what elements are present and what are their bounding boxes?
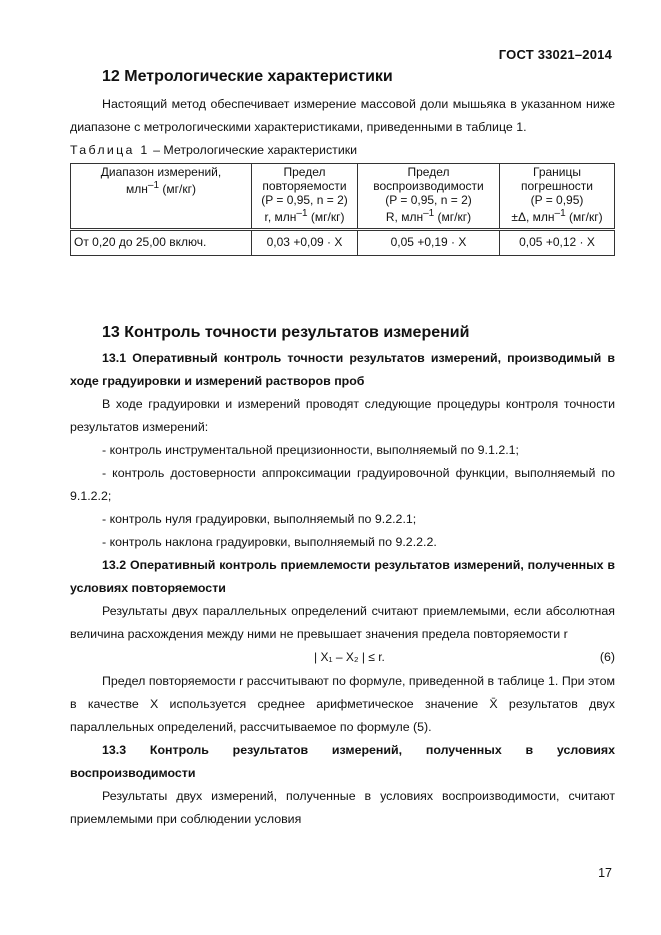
subsection-13-3-paragraph: Результаты двух измерений, полученные в условиях воспроизводимости, считают приемлемыми при соблюдении условия (70, 789, 615, 826)
section-12-paragraph: Настоящий метод обеспечивает измерение массовой доли мышьяка в указанном ниже диапазоне с метрологическими характеристиками, приведенными в таблице 1. (70, 97, 615, 134)
subsection-13-3-title: 13.3 Контроль результатов измерений, полученных в условиях воспроизводимости (70, 743, 615, 780)
header-repro-sup: –1 (423, 208, 435, 219)
subsection-13-2-paragraph: Результаты двух параллельных определений считают приемлемыми, если абсолютная величина расхождения между ними не превышает значения предела повторяемости r (70, 604, 615, 641)
section-12 (70, 66, 615, 256)
header-range-sup: –1 (147, 180, 160, 191)
header-err-line2: погрешности (520, 179, 594, 193)
header-range-unit: млн (126, 182, 148, 196)
cell-error-bounds: 0,05 +0,12 · X (500, 230, 615, 256)
header-repeatability (252, 164, 358, 230)
header-repro-line1: Предел (407, 165, 450, 179)
header-range-unit-b: (мг/кг) (159, 182, 196, 196)
metrology-table (70, 163, 615, 256)
table-caption-text: – Метрологические характеристики (149, 143, 358, 157)
subsection-13-2-title: 13.2 Оперативный контроль приемлемости результатов измерений, полученных в условиях повторяемости (70, 558, 615, 595)
table-row (71, 230, 615, 256)
header-err-sup: –1 (554, 208, 566, 219)
header-error-bounds (500, 164, 615, 230)
header-range (71, 164, 252, 230)
list-item: - контроль нуля градуировки, выполняемый по 9.2.2.1; (102, 512, 417, 526)
list-item: - контроль инструментальной прецизионности, выполняемый по 9.1.2.1; (102, 443, 519, 457)
formula-number: (6) (599, 650, 615, 664)
section-12-title: 12 Метрологические характеристики (102, 68, 393, 85)
header-rep-line4b: (мг/кг) (307, 210, 345, 224)
cell-range: От 0,20 до 25,00 включ. (71, 230, 252, 256)
list-item: - контроль достоверности аппроксимации градуировочной функции, выполняемый по 9.1.2.2; (70, 466, 615, 503)
page-number: 17 (598, 866, 612, 880)
header-err-line1: Границы (533, 165, 581, 179)
header-err-line3: (P = 0,95) (530, 193, 584, 207)
subsection-13-1-title: 13.1 Оперативный контроль точности результатов измерений, производимый в ходе градуировки и измерений растворов проб (70, 351, 615, 388)
standard-number: ГОСТ 33021–2014 (498, 47, 612, 62)
cell-repeatability: 0,03 +0,09 · X (252, 230, 358, 256)
header-repro-line4b: (мг/кг) (434, 210, 472, 224)
table-caption (70, 139, 615, 161)
header-repro-line3: (P = 0,95, n = 2) (385, 193, 472, 207)
formula-expression: | X₁ – X₂ | ≤ r. (314, 650, 385, 664)
list-item: - контроль наклона градуировки, выполняемый по 9.2.2.2. (102, 535, 437, 549)
header-repro-line4: R, млн (385, 210, 424, 224)
cell-reproducibility: 0,05 +0,19 · X (358, 230, 500, 256)
section-13 (70, 322, 615, 831)
header-rep-line4: r, млн (264, 210, 297, 224)
header-range-line1: Диапазон измерений, (100, 165, 222, 179)
table-caption-label: Таблица 1 (70, 143, 150, 157)
header-repro-line2: воспроизводимости (373, 179, 484, 193)
header-reproducibility (358, 164, 500, 230)
table-header-row (71, 164, 615, 230)
header-err-line4: ±Δ, млн (511, 210, 555, 224)
header-rep-sup: –1 (296, 208, 308, 219)
header-rep-line2: повторяемости (262, 179, 347, 193)
subsection-13-2-paragraph-2: Предел повторяемости r рассчитывают по формуле, приведенной в таблице 1. При этом в качестве X используется среднее арифметическое значение X̄ результатов двух параллельных определений, рассчитываемое по формуле (5). (70, 674, 615, 734)
header-rep-line3: (P = 0,95, n = 2) (261, 193, 348, 207)
section-13-title: 13 Контроль точности результатов измерений (102, 324, 470, 341)
header-err-line4b: (мг/кг) (565, 210, 603, 224)
subsection-13-1-paragraph: В ходе градуировки и измерений проводят следующие процедуры контроля точности результатов измерений: (70, 397, 615, 434)
formula-6 (70, 646, 615, 670)
header-rep-line1: Предел (283, 165, 326, 179)
